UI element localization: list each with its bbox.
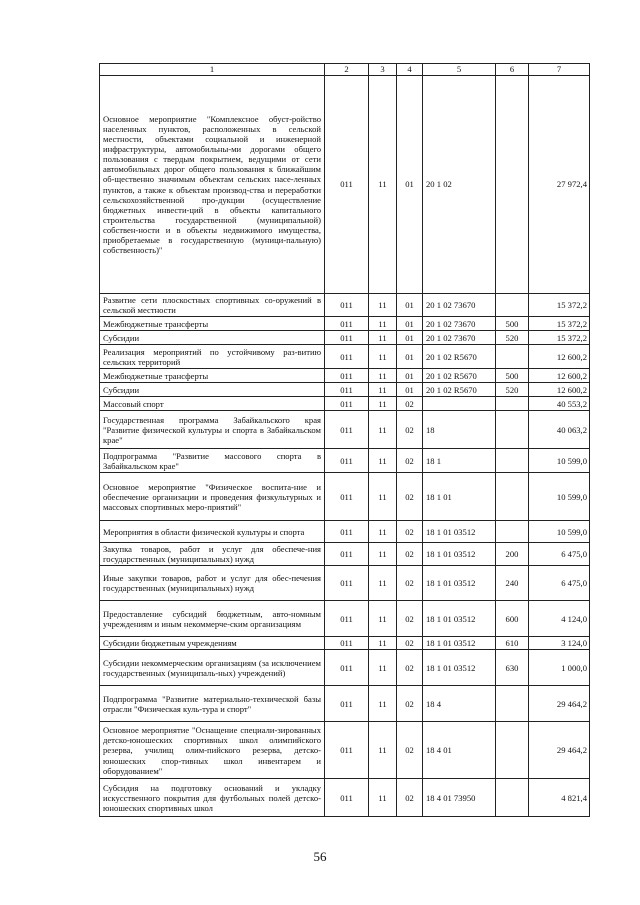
row-name: Субсидии <box>100 331 325 345</box>
amount: 15 372,2 <box>529 317 590 331</box>
target-article-code: 18 4 01 73950 <box>423 779 496 817</box>
table-row <box>100 449 590 473</box>
section-code: 11 <box>369 637 397 650</box>
row-name: Основное мероприятие "Физическое воспита-ние и обеспечение организации и проведения физкультурных и массовых спортивных меро-приятий" <box>100 473 325 521</box>
table-row <box>100 76 590 294</box>
section-code: 11 <box>369 449 397 473</box>
ministry-code: 011 <box>325 650 369 686</box>
ministry-code: 011 <box>325 601 369 637</box>
row-name: Реализация мероприятий по устойчивому раз-витию сельских территорий <box>100 345 325 369</box>
amount: 10 599,0 <box>529 473 590 521</box>
section-code: 11 <box>369 473 397 521</box>
section-code: 11 <box>369 650 397 686</box>
table-row <box>100 566 590 601</box>
section-code: 11 <box>369 345 397 369</box>
ministry-code: 011 <box>325 397 369 411</box>
section-code: 11 <box>369 294 397 317</box>
section-code: 11 <box>369 76 397 294</box>
amount: 1 000,0 <box>529 650 590 686</box>
amount: 6 475,0 <box>529 566 590 601</box>
row-name: Подпрограмма "Развитие массового спорта в Забайкальском крае" <box>100 449 325 473</box>
target-article-code: 20 1 02 R5670 <box>423 345 496 369</box>
ministry-code: 011 <box>325 411 369 449</box>
expense-type-code <box>496 473 529 521</box>
table-row <box>100 650 590 686</box>
target-article-code: 18 1 <box>423 449 496 473</box>
target-article-code: 18 1 01 03512 <box>423 543 496 566</box>
column-number: 4 <box>397 64 423 76</box>
column-number: 1 <box>100 64 325 76</box>
subsection-code: 02 <box>397 411 423 449</box>
expense-type-code <box>496 397 529 411</box>
table-row <box>100 779 590 817</box>
amount: 15 372,2 <box>529 294 590 317</box>
expense-type-code <box>496 686 529 722</box>
subsection-code: 02 <box>397 473 423 521</box>
target-article-code: 20 1 02 73670 <box>423 317 496 331</box>
expense-type-code: 520 <box>496 383 529 397</box>
ministry-code: 011 <box>325 369 369 383</box>
table-row <box>100 543 590 566</box>
amount: 12 600,2 <box>529 383 590 397</box>
row-name: Государственная программа Забайкальского края "Развитие физической культуры и спорта в Забайкальском крае" <box>100 411 325 449</box>
section-code: 11 <box>369 686 397 722</box>
subsection-code: 02 <box>397 722 423 779</box>
target-article-code: 18 1 01 03512 <box>423 521 496 543</box>
target-article-code: 18 1 01 03512 <box>423 637 496 650</box>
expense-type-code: 240 <box>496 566 529 601</box>
subsection-code: 02 <box>397 601 423 637</box>
section-code: 11 <box>369 383 397 397</box>
ministry-code: 011 <box>325 473 369 521</box>
subsection-code: 01 <box>397 76 423 294</box>
expense-type-code <box>496 449 529 473</box>
row-name: Субсидии <box>100 383 325 397</box>
table-body <box>100 76 590 817</box>
target-article-code: 18 <box>423 411 496 449</box>
subsection-code: 02 <box>397 521 423 543</box>
section-code: 11 <box>369 369 397 383</box>
section-code: 11 <box>369 566 397 601</box>
section-code: 11 <box>369 397 397 411</box>
expense-type-code: 500 <box>496 369 529 383</box>
ministry-code: 011 <box>325 76 369 294</box>
amount: 10 599,0 <box>529 521 590 543</box>
amount: 15 372,2 <box>529 331 590 345</box>
column-number: 7 <box>529 64 590 76</box>
row-name: Межбюджетные трансферты <box>100 369 325 383</box>
row-name: Предоставление субсидий бюджетным, авто-номным учреждениям и иным некоммерче-ским организациям <box>100 601 325 637</box>
target-article-code: 18 1 01 03512 <box>423 650 496 686</box>
target-article-code <box>423 397 496 411</box>
column-number-row <box>100 64 590 76</box>
section-code: 11 <box>369 411 397 449</box>
section-code: 11 <box>369 722 397 779</box>
ministry-code: 011 <box>325 521 369 543</box>
row-name: Подпрограмма "Развитие материально-технической базы отрасли "Физическая куль-тура и спорт" <box>100 686 325 722</box>
target-article-code: 20 1 02 R5670 <box>423 383 496 397</box>
amount: 29 464,2 <box>529 722 590 779</box>
row-name: Субсидия на подготовку оснований и укладку искусственного покрытия для футбольных полей детско-юношеских спортивных школ <box>100 779 325 817</box>
section-code: 11 <box>369 521 397 543</box>
table-row <box>100 397 590 411</box>
expense-type-code <box>496 76 529 294</box>
subsection-code: 02 <box>397 397 423 411</box>
row-name: Закупка товаров, работ и услуг для обеспече-ния государственных (муниципальных) нужд <box>100 543 325 566</box>
ministry-code: 011 <box>325 722 369 779</box>
row-name: Иные закупки товаров, работ и услуг для обес-печения государственных (муниципальных) нужд <box>100 566 325 601</box>
row-name: Субсидии бюджетным учреждениям <box>100 637 325 650</box>
budget-table <box>99 63 590 817</box>
target-article-code: 20 1 02 73670 <box>423 294 496 317</box>
target-article-code: 18 1 01 <box>423 473 496 521</box>
amount: 12 600,2 <box>529 345 590 369</box>
expense-type-code: 520 <box>496 331 529 345</box>
ministry-code: 011 <box>325 779 369 817</box>
amount: 29 464,2 <box>529 686 590 722</box>
section-code: 11 <box>369 317 397 331</box>
amount: 4 124,0 <box>529 601 590 637</box>
ministry-code: 011 <box>325 543 369 566</box>
row-name: Развитие сети плоскостных спортивных со-оружений в сельской местности <box>100 294 325 317</box>
ministry-code: 011 <box>325 317 369 331</box>
subsection-code: 01 <box>397 294 423 317</box>
target-article-code: 18 1 01 03512 <box>423 566 496 601</box>
ministry-code: 011 <box>325 383 369 397</box>
table-row <box>100 369 590 383</box>
expense-type-code: 500 <box>496 317 529 331</box>
row-name: Субсидии некоммерческим организациям (за исключением государственных (муниципаль-ных) учреждений) <box>100 650 325 686</box>
expense-type-code: 200 <box>496 543 529 566</box>
target-article-code: 18 4 <box>423 686 496 722</box>
expense-type-code <box>496 345 529 369</box>
subsection-code: 02 <box>397 566 423 601</box>
expense-type-code <box>496 779 529 817</box>
subsection-code: 01 <box>397 369 423 383</box>
subsection-code: 02 <box>397 543 423 566</box>
page-number: 56 <box>313 849 327 864</box>
row-name: Мероприятия в области физической культуры и спорта <box>100 521 325 543</box>
amount: 6 475,0 <box>529 543 590 566</box>
column-number: 6 <box>496 64 529 76</box>
table-row <box>100 473 590 521</box>
table-row <box>100 383 590 397</box>
ministry-code: 011 <box>325 331 369 345</box>
column-number: 5 <box>423 64 496 76</box>
amount: 27 972,4 <box>529 76 590 294</box>
amount: 3 124,0 <box>529 637 590 650</box>
target-article-code: 20 1 02 <box>423 76 496 294</box>
row-name: Межбюджетные трансферты <box>100 317 325 331</box>
section-code: 11 <box>369 543 397 566</box>
subsection-code: 01 <box>397 331 423 345</box>
table-row <box>100 317 590 331</box>
subsection-code: 01 <box>397 345 423 369</box>
table-row <box>100 686 590 722</box>
table-row <box>100 345 590 369</box>
target-article-code: 18 1 01 03512 <box>423 601 496 637</box>
table-row <box>100 601 590 637</box>
section-code: 11 <box>369 331 397 345</box>
section-code: 11 <box>369 601 397 637</box>
subsection-code: 02 <box>397 779 423 817</box>
ministry-code: 011 <box>325 294 369 317</box>
table-row <box>100 521 590 543</box>
row-name: Основное мероприятие "Оснащение специали-зированных детско-юношеских спортивных школ олимпийского резерва, училищ олим-пийского резерва, детско-юношеских спор-тивных школ инвентарем и оборудованием" <box>100 722 325 779</box>
amount: 12 600,2 <box>529 369 590 383</box>
row-name: Массовый спорт <box>100 397 325 411</box>
subsection-code: 02 <box>397 686 423 722</box>
ministry-code: 011 <box>325 566 369 601</box>
ministry-code: 011 <box>325 345 369 369</box>
amount: 40 063,2 <box>529 411 590 449</box>
row-name: Основное мероприятие "Комплексное обуст-ройство населенных пунктов, расположенных в сельской местности, объектами социальной и инженерной инфраструктуры, автомобильны-ми дорогами общего пользования с твердым покрытием, ведущими от сети автомобильных дорог общего пользования к ближайшим об-щественно значимым объектам сельских насе-ленных пунктов, а также к объектам производ-ства и переработки сельскохозяйственной про-дукции (осуществление бюджетных инвести-ций в объекты капитального строительства государственной (муниципальной) собствен-ности и в объекты недвижимого имущества, приобретаемые в государственную (муници-пальную) собственность)" <box>100 76 325 294</box>
table-row <box>100 722 590 779</box>
table-row <box>100 411 590 449</box>
ministry-code: 011 <box>325 686 369 722</box>
expense-type-code <box>496 521 529 543</box>
expense-type-code: 610 <box>496 637 529 650</box>
amount: 10 599,0 <box>529 449 590 473</box>
target-article-code: 18 4 01 <box>423 722 496 779</box>
table-row <box>100 331 590 345</box>
amount: 4 821,4 <box>529 779 590 817</box>
table-row <box>100 637 590 650</box>
subsection-code: 02 <box>397 650 423 686</box>
table-row <box>100 294 590 317</box>
expense-type-code <box>496 722 529 779</box>
expense-type-code: 630 <box>496 650 529 686</box>
amount: 40 553,2 <box>529 397 590 411</box>
expense-type-code <box>496 294 529 317</box>
subsection-code: 01 <box>397 317 423 331</box>
column-number: 3 <box>369 64 397 76</box>
expense-type-code: 600 <box>496 601 529 637</box>
subsection-code: 01 <box>397 383 423 397</box>
ministry-code: 011 <box>325 637 369 650</box>
subsection-code: 02 <box>397 449 423 473</box>
column-number: 2 <box>325 64 369 76</box>
section-code: 11 <box>369 779 397 817</box>
expense-type-code <box>496 411 529 449</box>
ministry-code: 011 <box>325 449 369 473</box>
target-article-code: 20 1 02 73670 <box>423 331 496 345</box>
target-article-code: 20 1 02 R5670 <box>423 369 496 383</box>
subsection-code: 02 <box>397 637 423 650</box>
